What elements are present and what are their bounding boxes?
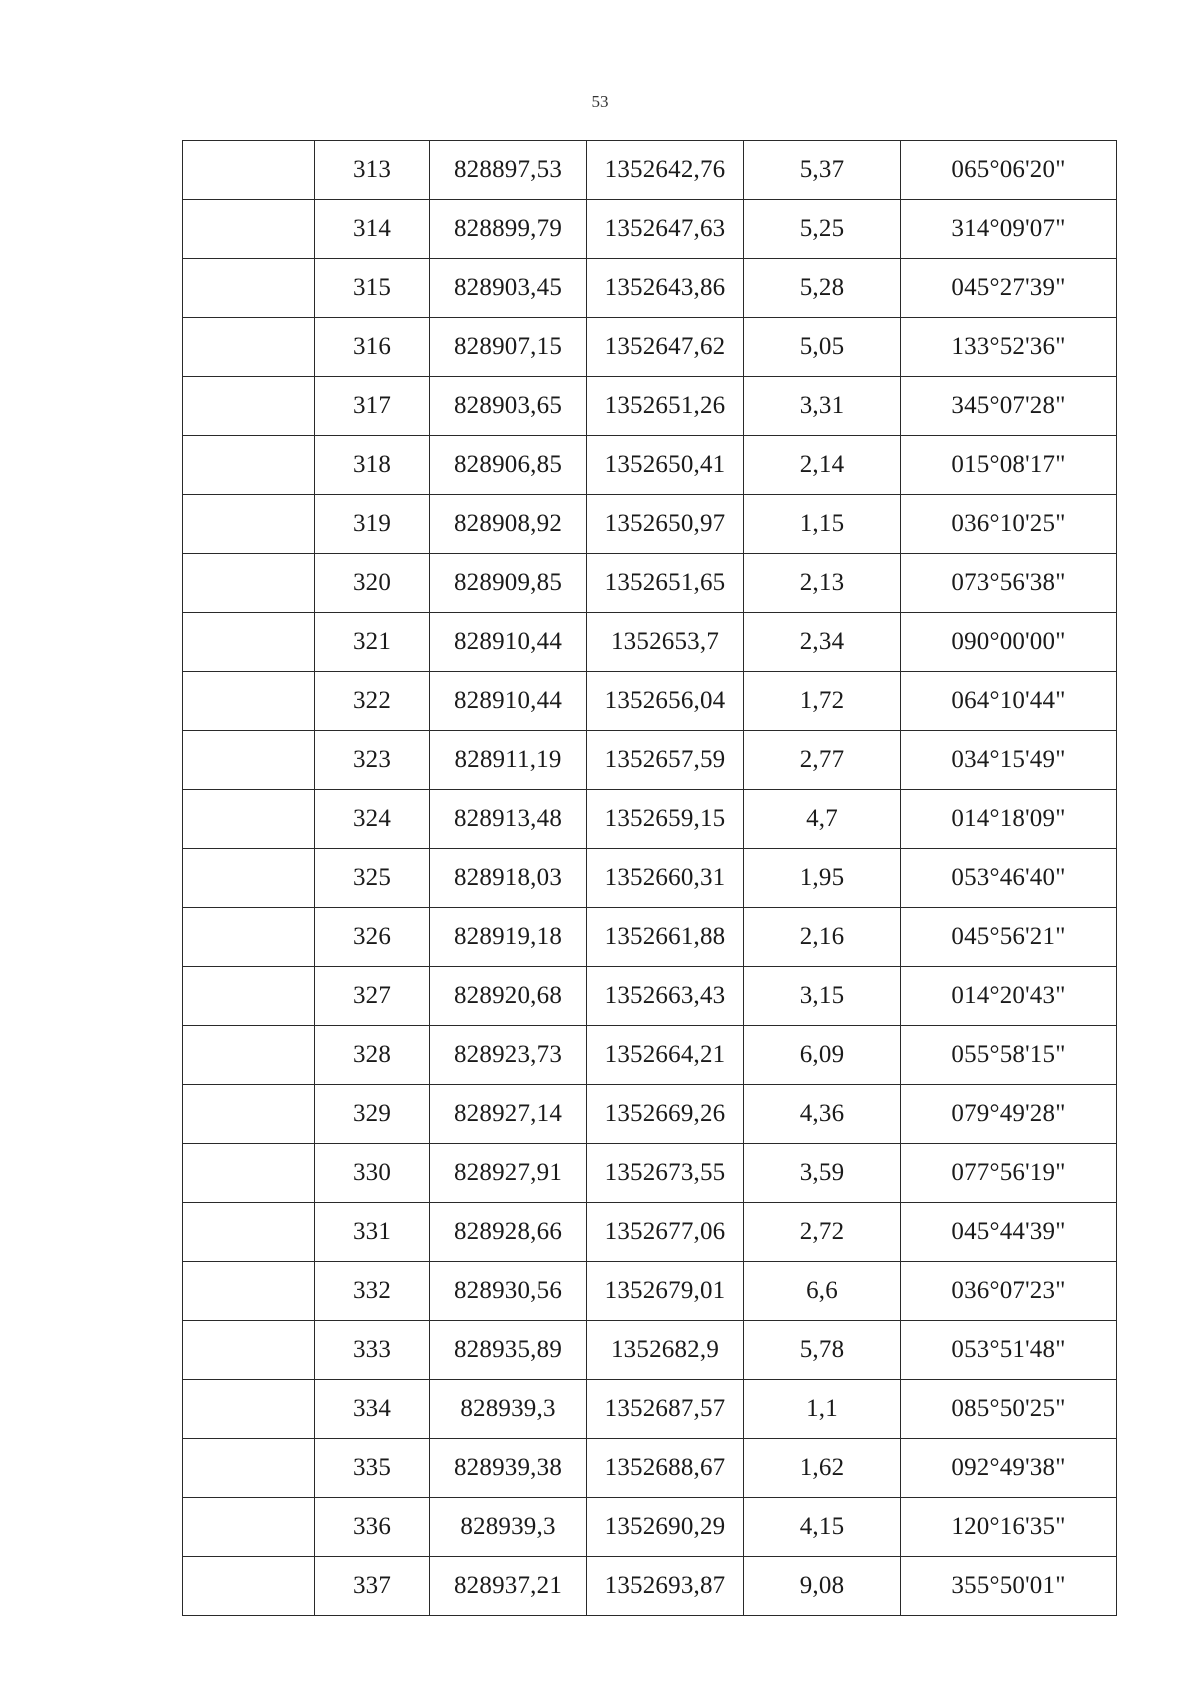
segment-length-cell: 3,59 xyxy=(744,1144,901,1203)
point-number-cell: 319 xyxy=(315,495,430,554)
direction-angle-cell: 077°56'19" xyxy=(901,1144,1117,1203)
y-coordinate-cell: 1352682,9 xyxy=(587,1321,744,1380)
segment-length-cell: 3,15 xyxy=(744,967,901,1026)
segment-length-cell: 1,62 xyxy=(744,1439,901,1498)
object-name-cell xyxy=(183,1557,315,1616)
direction-angle-cell: 036°07'23" xyxy=(901,1262,1117,1321)
segment-length-cell: 5,05 xyxy=(744,318,901,377)
table-row xyxy=(183,1321,1117,1380)
x-coordinate-cell: 828939,3 xyxy=(430,1380,587,1439)
direction-angle-cell: 092°49'38" xyxy=(901,1439,1117,1498)
point-number-cell: 327 xyxy=(315,967,430,1026)
object-name-cell xyxy=(183,1026,315,1085)
y-coordinate-cell: 1352669,26 xyxy=(587,1085,744,1144)
table-row xyxy=(183,1557,1117,1616)
point-number-cell: 325 xyxy=(315,849,430,908)
table-row xyxy=(183,613,1117,672)
table-row xyxy=(183,967,1117,1026)
x-coordinate-cell: 828939,3 xyxy=(430,1498,587,1557)
table-row xyxy=(183,849,1117,908)
table-row xyxy=(183,141,1117,200)
object-name-cell xyxy=(183,495,315,554)
segment-length-cell: 1,1 xyxy=(744,1380,901,1439)
y-coordinate-cell: 1352651,26 xyxy=(587,377,744,436)
point-number-cell: 328 xyxy=(315,1026,430,1085)
direction-angle-cell: 034°15'49" xyxy=(901,731,1117,790)
object-name-cell xyxy=(183,731,315,790)
segment-length-cell: 2,72 xyxy=(744,1203,901,1262)
object-name-cell xyxy=(183,613,315,672)
point-number-cell: 334 xyxy=(315,1380,430,1439)
y-coordinate-cell: 1352688,67 xyxy=(587,1439,744,1498)
object-name-cell xyxy=(183,790,315,849)
direction-angle-cell: 014°18'09" xyxy=(901,790,1117,849)
y-coordinate-cell: 1352677,06 xyxy=(587,1203,744,1262)
segment-length-cell: 4,7 xyxy=(744,790,901,849)
direction-angle-cell: 120°16'35" xyxy=(901,1498,1117,1557)
x-coordinate-cell: 828910,44 xyxy=(430,672,587,731)
y-coordinate-cell: 1352656,04 xyxy=(587,672,744,731)
point-number-cell: 318 xyxy=(315,436,430,495)
x-coordinate-cell: 828920,68 xyxy=(430,967,587,1026)
object-name-cell xyxy=(183,1144,315,1203)
point-number-cell: 324 xyxy=(315,790,430,849)
object-name-cell xyxy=(183,141,315,200)
coordinates-table-body xyxy=(183,141,1117,1616)
table-row xyxy=(183,1085,1117,1144)
y-coordinate-cell: 1352651,65 xyxy=(587,554,744,613)
object-name-cell xyxy=(183,849,315,908)
x-coordinate-cell: 828899,79 xyxy=(430,200,587,259)
object-name-cell xyxy=(183,672,315,731)
segment-length-cell: 9,08 xyxy=(744,1557,901,1616)
table-row xyxy=(183,672,1117,731)
point-number-cell: 336 xyxy=(315,1498,430,1557)
point-number-cell: 317 xyxy=(315,377,430,436)
x-coordinate-cell: 828927,14 xyxy=(430,1085,587,1144)
segment-length-cell: 1,15 xyxy=(744,495,901,554)
direction-angle-cell: 090°00'00" xyxy=(901,613,1117,672)
direction-angle-cell: 065°06'20" xyxy=(901,141,1117,200)
x-coordinate-cell: 828918,03 xyxy=(430,849,587,908)
point-number-cell: 314 xyxy=(315,200,430,259)
segment-length-cell: 2,14 xyxy=(744,436,901,495)
direction-angle-cell: 355°50'01" xyxy=(901,1557,1117,1616)
direction-angle-cell: 133°52'36" xyxy=(901,318,1117,377)
table-row xyxy=(183,1026,1117,1085)
direction-angle-cell: 073°56'38" xyxy=(901,554,1117,613)
object-name-cell xyxy=(183,1321,315,1380)
segment-length-cell: 4,36 xyxy=(744,1085,901,1144)
y-coordinate-cell: 1352661,88 xyxy=(587,908,744,967)
object-name-cell xyxy=(183,908,315,967)
point-number-cell: 320 xyxy=(315,554,430,613)
direction-angle-cell: 045°27'39" xyxy=(901,259,1117,318)
y-coordinate-cell: 1352647,62 xyxy=(587,318,744,377)
object-name-cell xyxy=(183,377,315,436)
point-number-cell: 313 xyxy=(315,141,430,200)
table-row xyxy=(183,495,1117,554)
coordinates-table xyxy=(182,140,1117,1616)
point-number-cell: 315 xyxy=(315,259,430,318)
object-name-cell xyxy=(183,259,315,318)
direction-angle-cell: 015°08'17" xyxy=(901,436,1117,495)
segment-length-cell: 2,77 xyxy=(744,731,901,790)
table-row xyxy=(183,259,1117,318)
segment-length-cell: 5,37 xyxy=(744,141,901,200)
table-row xyxy=(183,1439,1117,1498)
x-coordinate-cell: 828910,44 xyxy=(430,613,587,672)
y-coordinate-cell: 1352663,43 xyxy=(587,967,744,1026)
direction-angle-cell: 345°07'28" xyxy=(901,377,1117,436)
segment-length-cell: 2,16 xyxy=(744,908,901,967)
table-row xyxy=(183,436,1117,495)
table-row xyxy=(183,1380,1117,1439)
x-coordinate-cell: 828907,15 xyxy=(430,318,587,377)
direction-angle-cell: 053°46'40" xyxy=(901,849,1117,908)
object-name-cell xyxy=(183,1498,315,1557)
point-number-cell: 323 xyxy=(315,731,430,790)
x-coordinate-cell: 828908,92 xyxy=(430,495,587,554)
segment-length-cell: 2,13 xyxy=(744,554,901,613)
segment-length-cell: 6,6 xyxy=(744,1262,901,1321)
object-name-cell xyxy=(183,1439,315,1498)
segment-length-cell: 5,28 xyxy=(744,259,901,318)
y-coordinate-cell: 1352687,57 xyxy=(587,1380,744,1439)
direction-angle-cell: 314°09'07" xyxy=(901,200,1117,259)
direction-angle-cell: 079°49'28" xyxy=(901,1085,1117,1144)
x-coordinate-cell: 828923,73 xyxy=(430,1026,587,1085)
object-name-cell xyxy=(183,554,315,613)
x-coordinate-cell: 828913,48 xyxy=(430,790,587,849)
point-number-cell: 335 xyxy=(315,1439,430,1498)
point-number-cell: 322 xyxy=(315,672,430,731)
segment-length-cell: 1,72 xyxy=(744,672,901,731)
object-name-cell xyxy=(183,318,315,377)
y-coordinate-cell: 1352657,59 xyxy=(587,731,744,790)
y-coordinate-cell: 1352650,41 xyxy=(587,436,744,495)
y-coordinate-cell: 1352660,31 xyxy=(587,849,744,908)
table-row xyxy=(183,318,1117,377)
x-coordinate-cell: 828906,85 xyxy=(430,436,587,495)
point-number-cell: 332 xyxy=(315,1262,430,1321)
y-coordinate-cell: 1352650,97 xyxy=(587,495,744,554)
table-row xyxy=(183,1262,1117,1321)
direction-angle-cell: 014°20'43" xyxy=(901,967,1117,1026)
segment-length-cell: 6,09 xyxy=(744,1026,901,1085)
direction-angle-cell: 053°51'48" xyxy=(901,1321,1117,1380)
x-coordinate-cell: 828909,85 xyxy=(430,554,587,613)
segment-length-cell: 1,95 xyxy=(744,849,901,908)
object-name-cell xyxy=(183,436,315,495)
y-coordinate-cell: 1352673,55 xyxy=(587,1144,744,1203)
point-number-cell: 329 xyxy=(315,1085,430,1144)
point-number-cell: 337 xyxy=(315,1557,430,1616)
object-name-cell xyxy=(183,1262,315,1321)
table-row xyxy=(183,1144,1117,1203)
direction-angle-cell: 045°44'39" xyxy=(901,1203,1117,1262)
point-number-cell: 326 xyxy=(315,908,430,967)
object-name-cell xyxy=(183,1203,315,1262)
y-coordinate-cell: 1352664,21 xyxy=(587,1026,744,1085)
direction-angle-cell: 055°58'15" xyxy=(901,1026,1117,1085)
direction-angle-cell: 064°10'44" xyxy=(901,672,1117,731)
x-coordinate-cell: 828927,91 xyxy=(430,1144,587,1203)
x-coordinate-cell: 828939,38 xyxy=(430,1439,587,1498)
segment-length-cell: 2,34 xyxy=(744,613,901,672)
x-coordinate-cell: 828897,53 xyxy=(430,141,587,200)
table-row xyxy=(183,1203,1117,1262)
table-row xyxy=(183,790,1117,849)
y-coordinate-cell: 1352647,63 xyxy=(587,200,744,259)
segment-length-cell: 4,15 xyxy=(744,1498,901,1557)
point-number-cell: 330 xyxy=(315,1144,430,1203)
table-row xyxy=(183,731,1117,790)
x-coordinate-cell: 828903,65 xyxy=(430,377,587,436)
point-number-cell: 331 xyxy=(315,1203,430,1262)
x-coordinate-cell: 828928,66 xyxy=(430,1203,587,1262)
object-name-cell xyxy=(183,967,315,1026)
y-coordinate-cell: 1352653,7 xyxy=(587,613,744,672)
segment-length-cell: 3,31 xyxy=(744,377,901,436)
segment-length-cell: 5,25 xyxy=(744,200,901,259)
object-name-cell xyxy=(183,200,315,259)
x-coordinate-cell: 828903,45 xyxy=(430,259,587,318)
y-coordinate-cell: 1352679,01 xyxy=(587,1262,744,1321)
point-number-cell: 321 xyxy=(315,613,430,672)
y-coordinate-cell: 1352693,87 xyxy=(587,1557,744,1616)
segment-length-cell: 5,78 xyxy=(744,1321,901,1380)
object-name-cell xyxy=(183,1085,315,1144)
x-coordinate-cell: 828930,56 xyxy=(430,1262,587,1321)
point-number-cell: 316 xyxy=(315,318,430,377)
table-row xyxy=(183,377,1117,436)
point-number-cell: 333 xyxy=(315,1321,430,1380)
table-row xyxy=(183,908,1117,967)
table-row xyxy=(183,554,1117,613)
y-coordinate-cell: 1352643,86 xyxy=(587,259,744,318)
direction-angle-cell: 045°56'21" xyxy=(901,908,1117,967)
direction-angle-cell: 085°50'25" xyxy=(901,1380,1117,1439)
object-name-cell xyxy=(183,1380,315,1439)
page-number: 53 xyxy=(591,92,609,111)
direction-angle-cell: 036°10'25" xyxy=(901,495,1117,554)
x-coordinate-cell: 828911,19 xyxy=(430,731,587,790)
x-coordinate-cell: 828935,89 xyxy=(430,1321,587,1380)
table-row xyxy=(183,1498,1117,1557)
table-row xyxy=(183,200,1117,259)
y-coordinate-cell: 1352642,76 xyxy=(587,141,744,200)
y-coordinate-cell: 1352659,15 xyxy=(587,790,744,849)
x-coordinate-cell: 828937,21 xyxy=(430,1557,587,1616)
x-coordinate-cell: 828919,18 xyxy=(430,908,587,967)
y-coordinate-cell: 1352690,29 xyxy=(587,1498,744,1557)
